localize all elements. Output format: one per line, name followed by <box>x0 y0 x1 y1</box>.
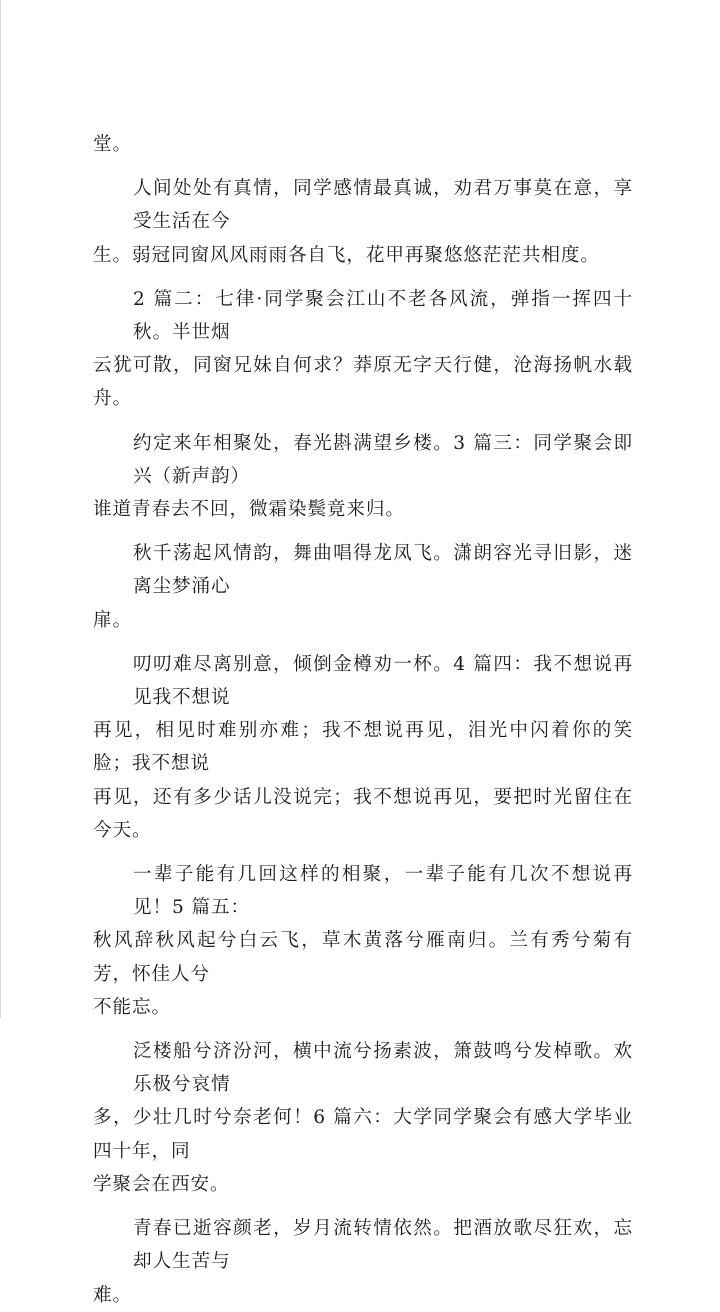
text-line: 再见，还有多少话儿没说完；我不想说再见，要把时光留住在今天。 <box>93 786 633 841</box>
text-line: 谁道青春去不回，微霜染鬓竟来归。 <box>93 499 405 521</box>
text-line: 2 篇二：七律·同学聚会江山不老各风流，弹指一挥四十秋。半世烟 <box>133 288 633 344</box>
paragraph-1 <box>93 128 633 161</box>
text-line: 堂。 <box>93 134 132 155</box>
text-line: 一辈子能有几回这样的相聚，一辈子能有几次不想说再见！5 篇五： <box>133 864 633 919</box>
text-line: 学聚会在西安。 <box>93 1173 230 1195</box>
paragraph-5 <box>93 537 633 637</box>
text-line: 叨叨难尽离别意，倾倒金樽劝一杯。4 篇四：我不想说再见我不想说 <box>133 653 633 709</box>
text-line: 青春已逝容颜老，岁月流转情依然。把酒放歌尽狂欢，忘却人生苦与 <box>133 1218 633 1273</box>
text-line: 云犹可散，同窗兄妹自何求？莽原无字天行健，沧海扬帆水载舟。 <box>93 355 633 410</box>
text-line: 再见，相见时难别亦难；我不想说再见，泪光中闪着你的笑脸；我不想说 <box>93 720 633 775</box>
text-line: 难。 <box>93 1284 132 1306</box>
text-line: 秋风辞秋风起兮白云飞，草木黄落兮雁南归。兰有秀兮菊有芳，怀佳人兮 <box>93 930 633 985</box>
paragraph-6 <box>93 648 633 847</box>
paragraph-8 <box>93 1035 633 1201</box>
text-line: 泛楼船兮济汾河，横中流兮扬素波，箫鼓鸣兮发棹歌。欢乐极兮哀情 <box>133 1041 633 1096</box>
text-line: 秋千荡起风情韵，舞曲唱得龙凤飞。潇朗容光寻旧影，迷离尘梦涌心 <box>133 543 633 598</box>
paragraph-7 <box>93 858 633 1024</box>
text-line: 人间处处有真情，同学感情最真诚，劝君万事莫在意，享受生活在今 <box>133 178 633 233</box>
paragraph-9 <box>93 1212 633 1312</box>
text-line: 多，少壮几时兮奈老何！6 篇六：大学同学聚会有感大学毕业四十年，同 <box>93 1107 633 1162</box>
text-line: 约定来年相聚处，春光斟满望乡楼。3 篇三：同学聚会即兴（新声韵） <box>133 432 633 487</box>
text-line: 扉。 <box>93 609 132 631</box>
paragraph-4 <box>93 427 633 527</box>
paragraph-3 <box>93 283 633 416</box>
text-line: 不能忘。 <box>93 996 171 1018</box>
paragraph-2 <box>93 172 633 272</box>
text-line: 生。弱冠同窗风风雨雨各自飞，花甲再聚悠悠茫茫共相度。 <box>93 244 600 266</box>
document-body <box>93 128 633 1312</box>
